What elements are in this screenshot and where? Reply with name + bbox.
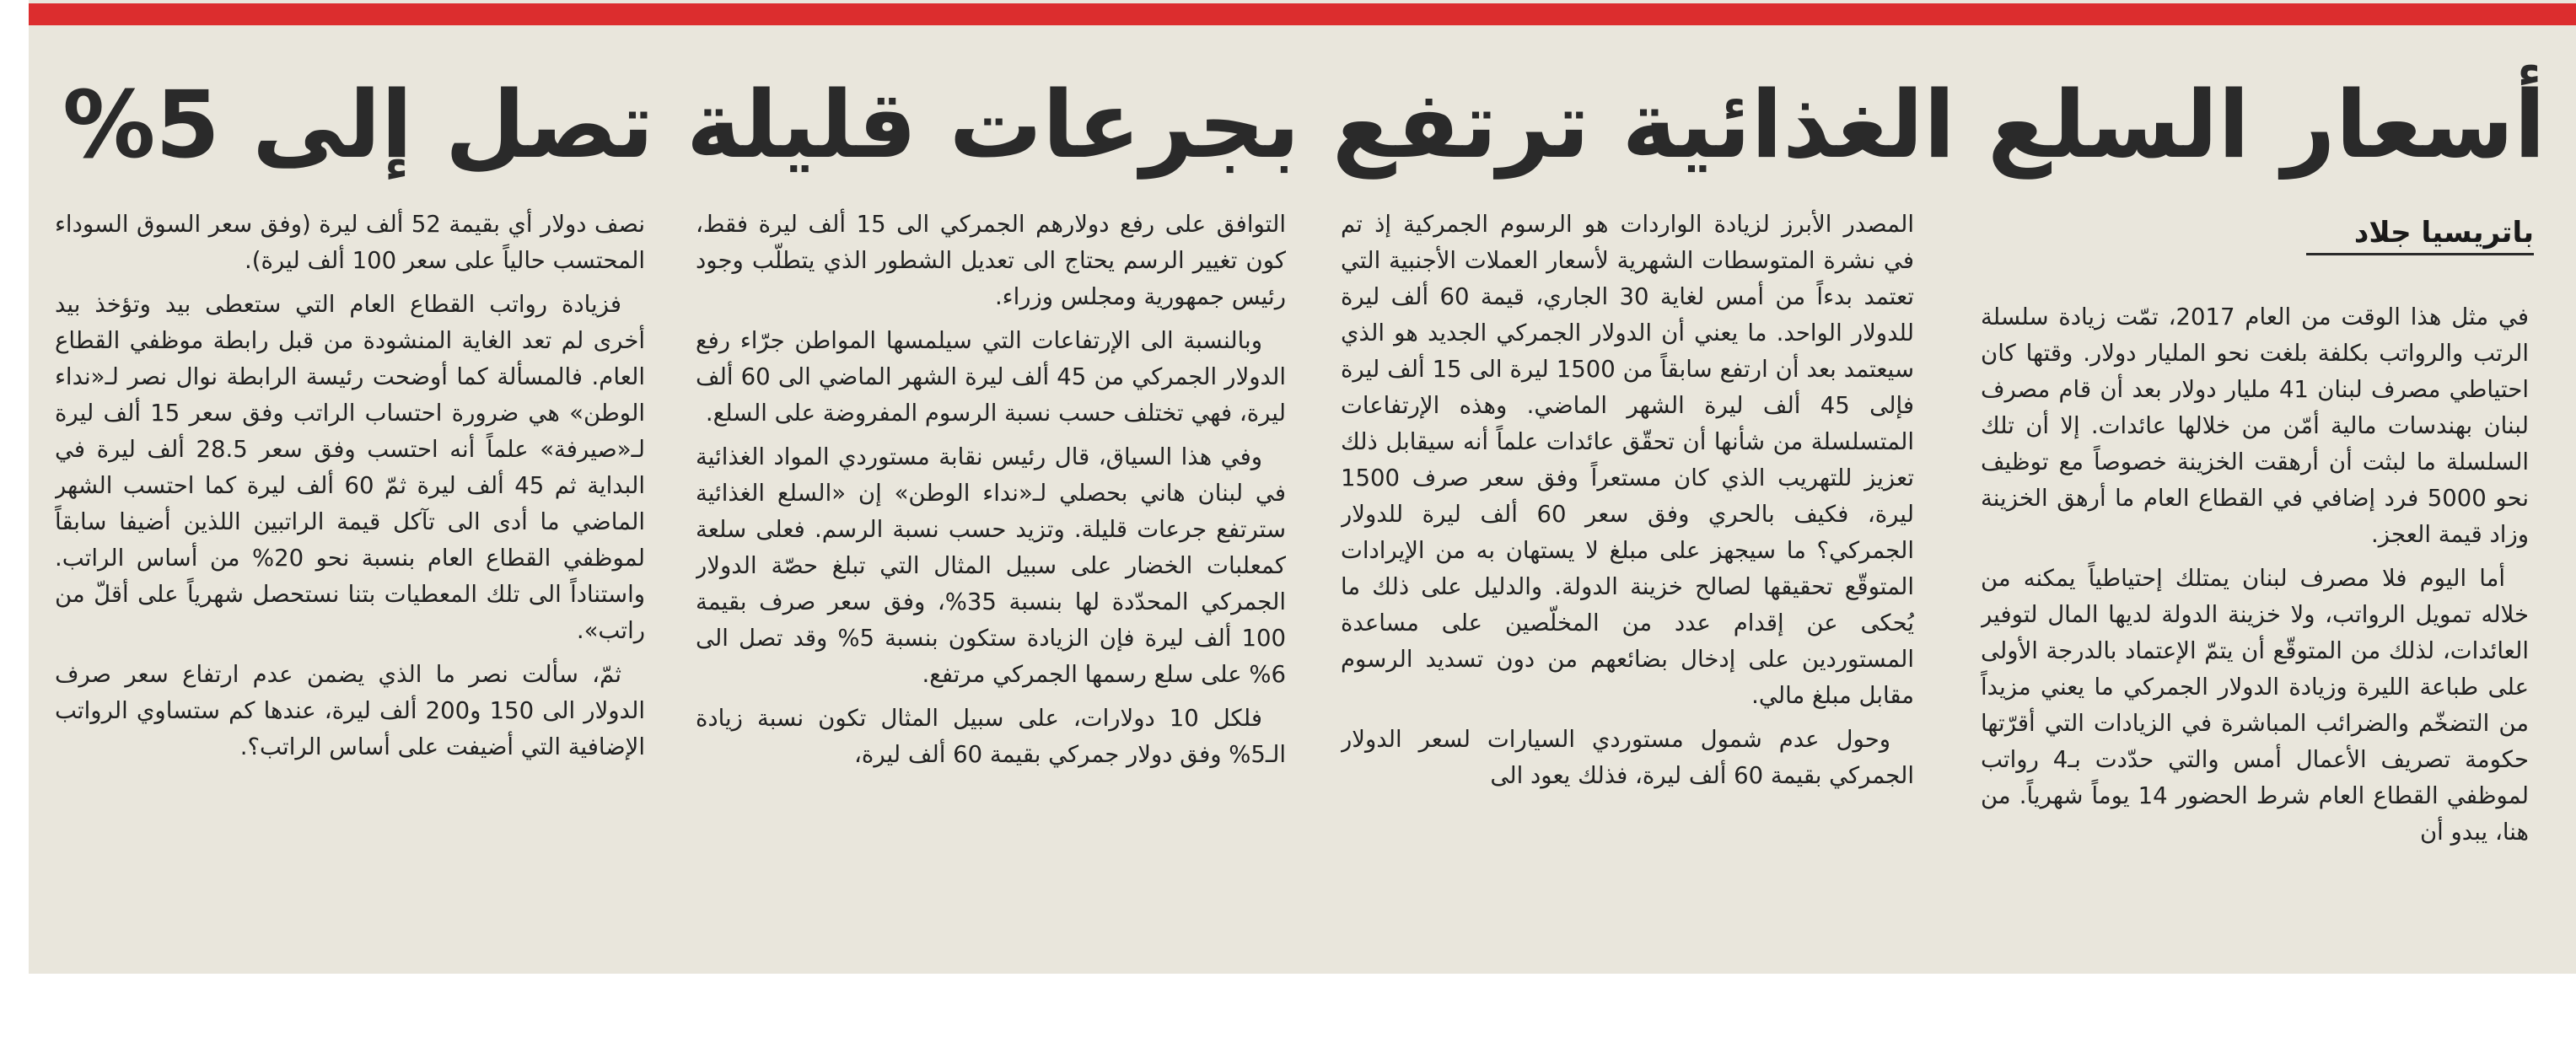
paragraph: المصدر الأبرز لزيادة الواردات هو الرسوم الجمركية إذ تم في نشرة المتوسطات الشهرية لأسعار العملات الأجنبية التي تعتمد بدءاً من أمس لغاية 30 الجاري، قيمة 60 ألف ليرة للدولار الواحد. ما يعني أن الدولار الجمركي الجديد هو الذي سيعتمد بعد أن ارتفع سابقاً من 1500 ليرة الى 15 ألف ليرة فإلى 45 ألف ليرة الشهر الماضي. وهذه الإرتفاعات المتسلسلة من شأنها أن تحقّق عائدات علماً أنه سيقابل ذلك تعزيز للتهريب الذي كان مستعراً وفق سعر صرف 1500 ليرة، فكيف بالحري وفق سعر 60 ألف ليرة للدولار الجمركي؟ ما سيجهز على مبلغ لا يستهان به من الإيرادات المتوقّع تحقيقها لصالح خزينة الدولة. والدليل على ذلك ما يُحكى عن إقدام عدد من المخلّصين على مساعدة المستوردين على إدخال بضائعهم من دون تسديد الرسوم مقابل مبلغ مالي. bbox=[1341, 211, 1914, 709]
paragraph: أما اليوم فلا مصرف لبنان يمتلك إحتياطياً يمكنه من خلاله تمويل الرواتب، ولا خزينة الدولة لديها المال لتوفير العائدات، لذلك من المتوقّع أن يتمّ الإعتماد بالدرجة الأولى على طباعة الليرة وزيادة الدولار الجمركي ما يعني مزيداً من التضخّم والضرائب المباشرة في الزيادات التي أقرّتها حكومة تصريف الأعمال أمس والتي حدّدت بـ4 رواتب لموظفي القطاع العام شرط الحضور 14 يوماً شهرياً. من هنا، يبدو أن bbox=[1981, 565, 2529, 846]
article-column-3 bbox=[696, 207, 1286, 965]
byline-underline bbox=[2306, 253, 2534, 255]
paragraph: وفي هذا السياق، قال رئيس نقابة مستوردي المواد الغذائية في لبنان هاني بحصلي لـ«نداء الوطن» إن «السلع الغذائية سترتفع جرعات قليلة. وتزيد حسب نسبة الرسم. فعلى سلعة كمعلبات الخضار على سبيل المثال التي تبلغ حصّة الدولار الجمركي المحدّدة لها بنسبة 35%، وفق سعر صرف بقيمة 100 ألف ليرة فإن الزيادة ستكون بنسبة 5% وقد تصل الى 6% على سلع رسمها الجمركي مرتفع. bbox=[696, 443, 1286, 688]
paragraph: التوافق على رفع دولارهم الجمركي الى 15 ألف ليرة فقط، كون تغيير الرسم يحتاج الى تعديل الشطور الذي يتطلّب وجود رئيس جمهورية ومجلس وزراء. bbox=[696, 211, 1286, 310]
article-column-4 bbox=[55, 207, 645, 965]
paragraph: فلكل 10 دولارات، على سبيل المثال تكون نسبة زيادة الـ5% وفق دولار جمركي بقيمة 60 ألف ليرة، bbox=[696, 705, 1286, 768]
headline: أسعار السلع الغذائية ترتفع بجرعات قليلة تصل إلى 5% bbox=[62, 71, 2546, 179]
paragraph: ثمّ، سألت نصر ما الذي يضمن عدم ارتفاع سعر صرف الدولار الى 150 و200 ألف ليرة، عندها كم ستساوي الرواتب الإضافية التي أضيفت على أساس الراتب؟. bbox=[55, 661, 645, 760]
paragraph: وحول عدم شمول مستوردي السيارات لسعر الدولار الجمركي بقيمة 60 ألف ليرة، فذلك يعود الى bbox=[1341, 726, 1914, 789]
article-column-1 bbox=[1981, 299, 2529, 1058]
paragraph: فزيادة رواتب القطاع العام التي ستعطى بيد وتؤخذ بيد أخرى لم تعد الغاية المنشودة من قبل رابطة موظفي القطاع العام. فالمسألة كما أوضحت رئيسة الرابطة نوال نصر لـ«نداء الوطن» هي ضرورة احتساب الراتب وفق سعر 15 ألف ليرة لـ«صيرفة» علماً أنه احتسب وفق سعر 28.5 ألف ليرة في البداية ثم 45 ألف ليرة ثمّ 60 ألف ليرة كما احتسب الشهر الماضي ما أدى الى تآكل قيمة الراتبين اللذين أضيفا سابقاً لموظفي القطاع العام بنسبة نحو 20% من أساس الراتب. واستناداً الى تلك المعطيات بتنا نستحصل شهرياً على أقلّ من راتب». bbox=[55, 291, 645, 644]
byline: باتريسيا جلاد bbox=[2353, 216, 2534, 250]
top-red-bar bbox=[29, 3, 2576, 25]
paragraph: وبالنسبة الى الإرتفاعات التي سيلمسها المواطن جرّاء رفع الدولار الجمركي من 45 ألف ليرة الشهر الماضي الى 60 ألف ليرة، فهي تختلف حسب نسبة الرسوم المفروضة على السلع. bbox=[696, 327, 1286, 427]
article-column-2 bbox=[1341, 207, 1914, 965]
paragraph: نصف دولار أي بقيمة 52 ألف ليرة (وفق سعر السوق السوداء المحتسب حالياً على سعر 100 ألف ليرة). bbox=[55, 211, 645, 274]
paragraph: في مثل هذا الوقت من العام 2017، تمّت زيادة سلسلة الرتب والرواتب بكلفة بلغت نحو المليار دولار. وقتها كان احتياطي مصرف لبنان 41 مليار دولار بعد أن قام مصرف لبنان بهندسات مالية أمّن من خلالها عائدات. إلا أن تلك السلسلة ما لبثت أن أرهقت الخزينة خصوصاً مع توظيف نحو 5000 فرد إضافي في القطاع العام ما أرهق الخزينة وزاد قيمة العجز. bbox=[1981, 303, 2529, 548]
